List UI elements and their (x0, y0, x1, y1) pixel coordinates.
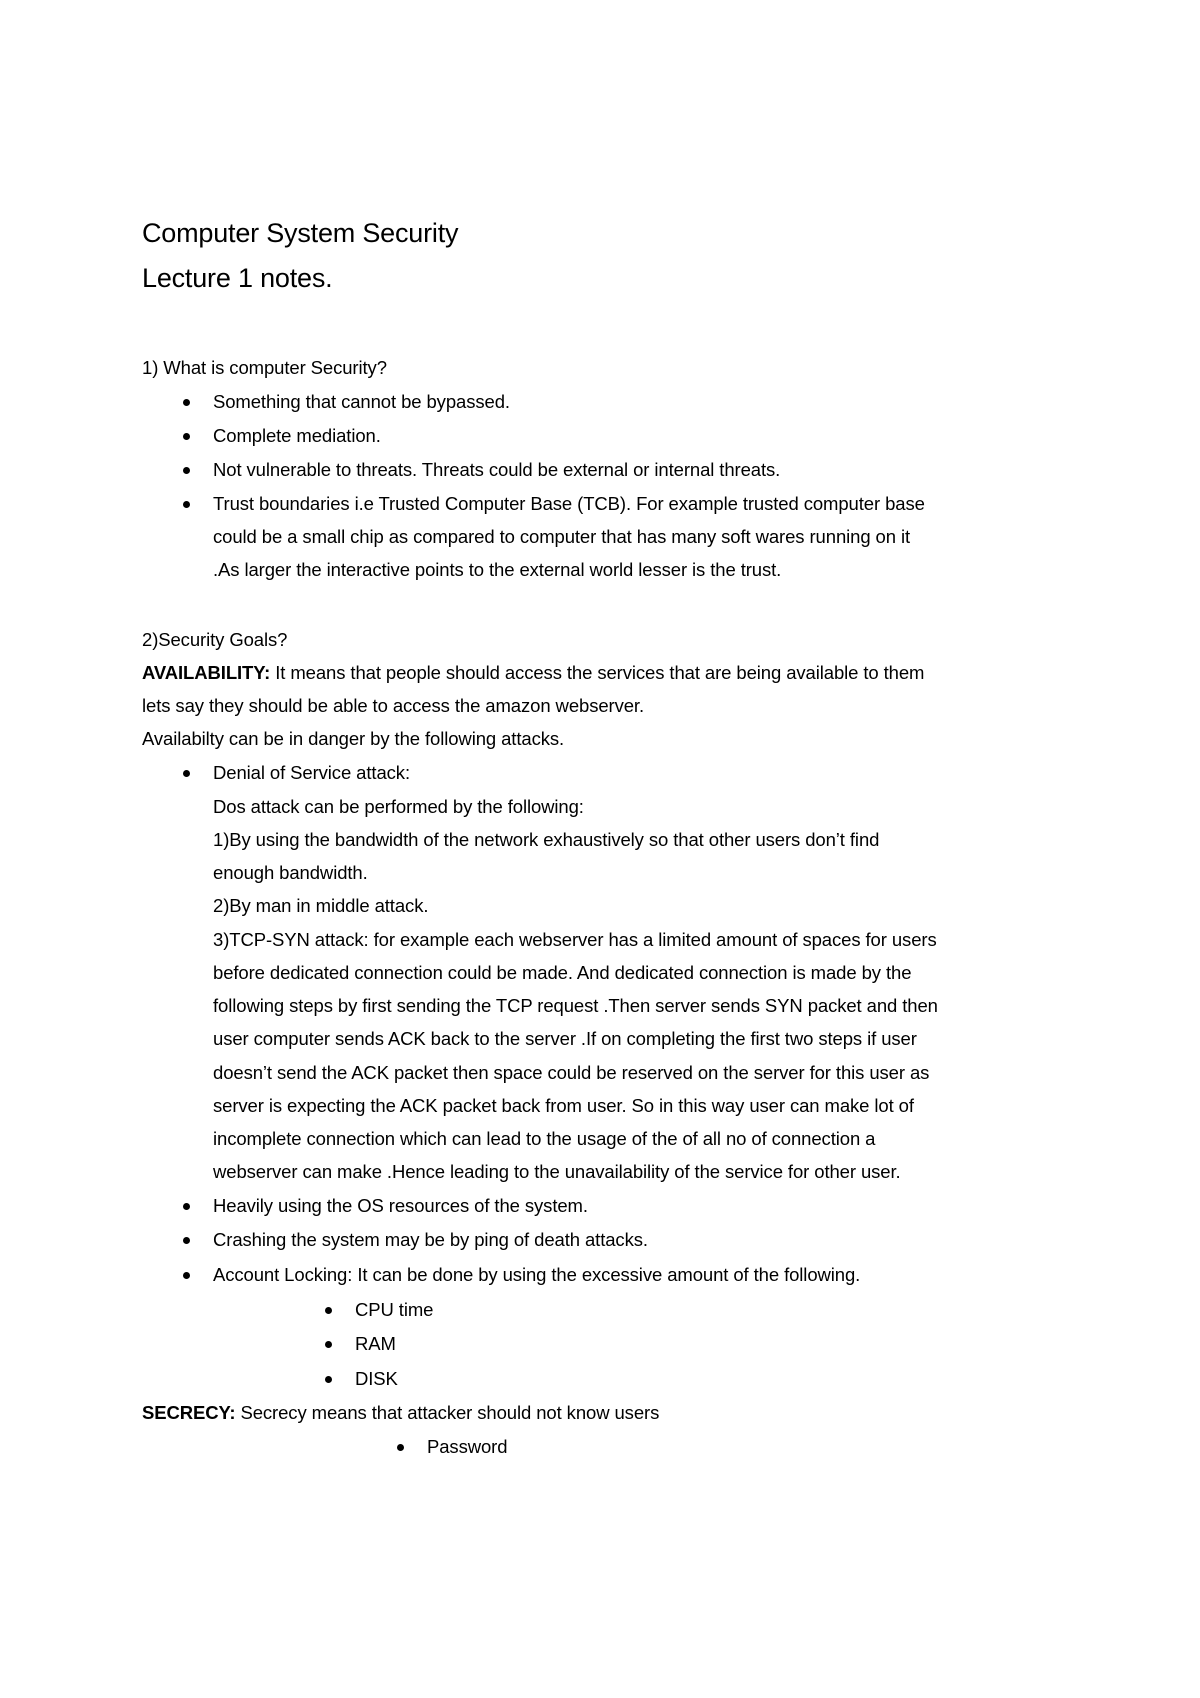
resource-item: CPU time (355, 1299, 434, 1320)
secrecy-label: SECRECY: (142, 1402, 236, 1423)
list-item: Not vulnerable to threats. Threats could be external or internal threats. (213, 459, 781, 480)
attacks-intro: Availabilty can be in danger by the following attacks. (142, 728, 565, 749)
list-item: Account Locking: It can be done by using the excessive amount of the following. (213, 1264, 861, 1285)
availability-text: It means that people should access the services that are being available to them (270, 662, 925, 683)
availability-continuation: lets say they should be able to access the amazon webserver. (142, 695, 645, 716)
document-title: Computer System Security (142, 218, 459, 248)
dos-line: 3)TCP-SYN attack: for example each webserver has a limited amount of spaces for users (213, 929, 937, 950)
bullet-icon (183, 399, 190, 406)
secrecy-item: Password (427, 1436, 508, 1457)
section1-heading: 1) What is computer Security? (142, 357, 387, 378)
bullet-icon (397, 1444, 404, 1451)
list-item: Complete mediation. (213, 425, 381, 446)
bullet-icon (183, 770, 190, 777)
bullet-icon (183, 1237, 190, 1244)
dos-line: 2)By man in middle attack. (213, 895, 429, 916)
list-item: Heavily using the OS resources of the system. (213, 1195, 588, 1216)
document-subtitle: Lecture 1 notes. (142, 263, 333, 293)
list-item-continuation: could be a small chip as compared to computer that has many soft wares running on it (213, 526, 911, 547)
secrecy-paragraph (142, 1401, 659, 1425)
dos-line: incomplete connection which can lead to the usage of the of all no of connection a (213, 1128, 876, 1149)
section2-heading: 2)Security Goals? (142, 629, 288, 650)
dos-line: Dos attack can be performed by the following: (213, 796, 584, 817)
bullet-icon (325, 1307, 332, 1314)
availability-label: AVAILABILITY: (142, 662, 271, 683)
dos-line: doesn’t send the ACK packet then space could be reserved on the server for this user as (213, 1062, 930, 1083)
dos-line: 1)By using the bandwidth of the network exhaustively so that other users don’t find (213, 829, 880, 850)
bullet-icon (183, 1272, 190, 1279)
dos-line: user computer sends ACK back to the server .If on completing the first two steps if user (213, 1028, 917, 1049)
dos-line: before dedicated connection could be made. And dedicated connection is made by the (213, 962, 912, 983)
dos-line: enough bandwidth. (213, 862, 368, 883)
availability-paragraph (142, 661, 924, 685)
bullet-icon (325, 1376, 332, 1383)
list-item: Something that cannot be bypassed. (213, 391, 510, 412)
dos-title: Denial of Service attack: (213, 762, 410, 783)
list-item: Trust boundaries i.e Trusted Computer Base (TCB). For example trusted computer base (213, 493, 925, 514)
bullet-icon (325, 1341, 332, 1348)
dos-line: following steps by first sending the TCP request .Then server sends SYN packet and then (213, 995, 938, 1016)
resource-item: DISK (355, 1368, 398, 1389)
list-item: Crashing the system may be by ping of death attacks. (213, 1229, 648, 1250)
secrecy-text: Secrecy means that attacker should not know users (235, 1402, 660, 1423)
bullet-icon (183, 467, 190, 474)
list-item-continuation: .As larger the interactive points to the external world lesser is the trust. (213, 559, 782, 580)
dos-line: server is expecting the ACK packet back from user. So in this way user can make lot of (213, 1095, 914, 1116)
resource-item: RAM (355, 1333, 396, 1354)
bullet-icon (183, 433, 190, 440)
bullet-icon (183, 501, 190, 508)
bullet-icon (183, 1203, 190, 1210)
dos-line: webserver can make .Hence leading to the unavailability of the service for other user. (213, 1161, 901, 1182)
